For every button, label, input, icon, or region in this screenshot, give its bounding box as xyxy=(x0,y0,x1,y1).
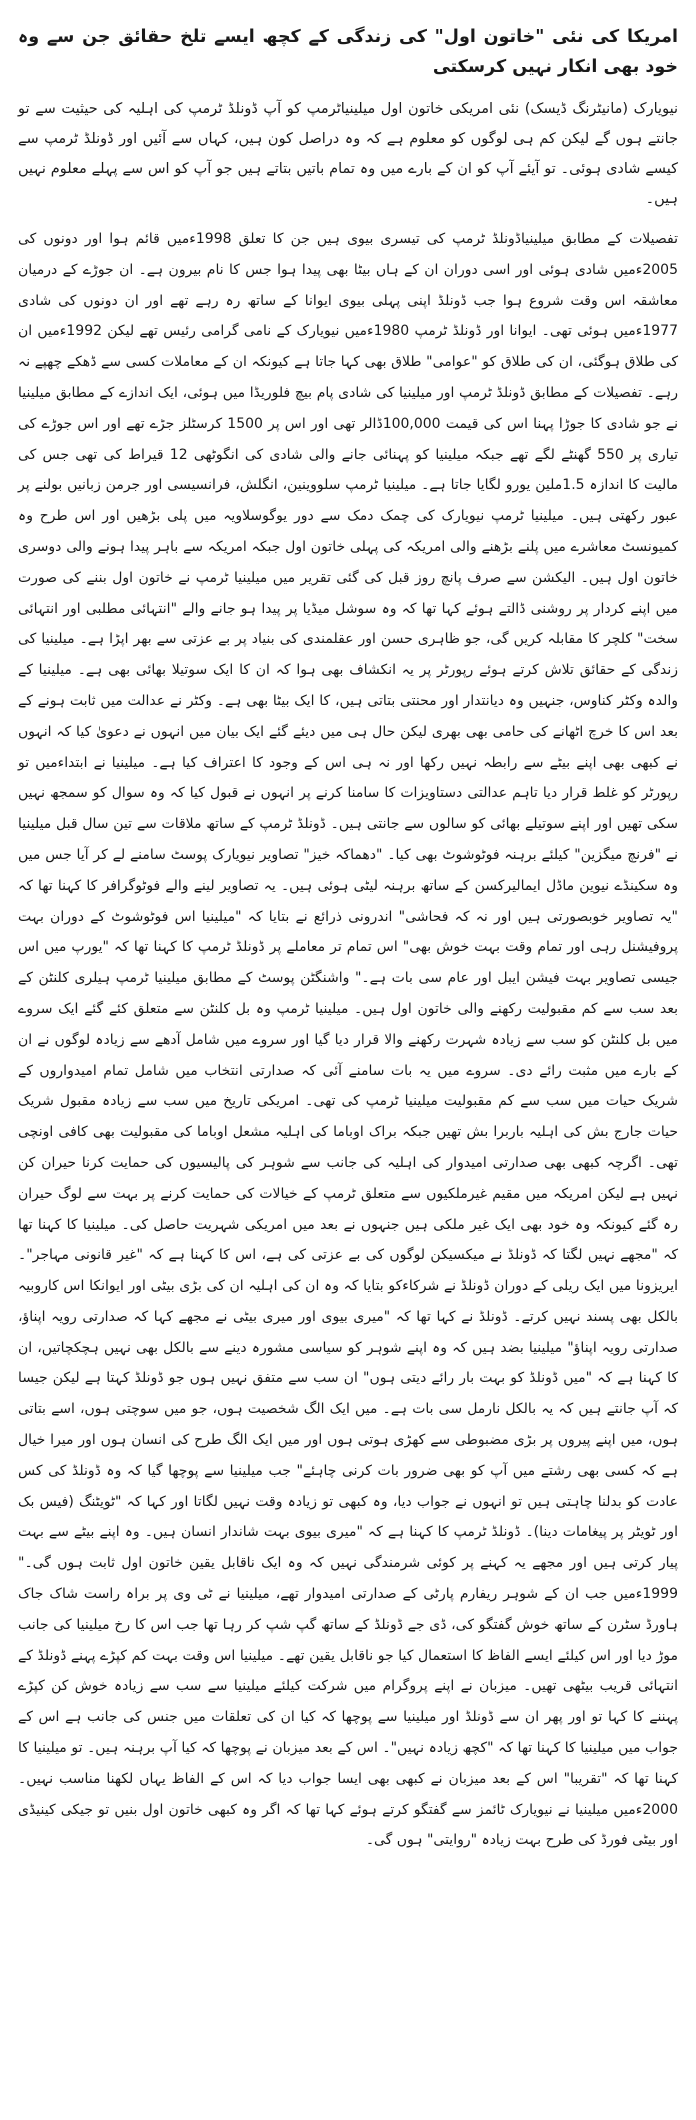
article-body: تفصیلات کے مطابق میلینیاڈونلڈ ٹرمپ کی تیسری بیوی ہیں جن کا تعلق 1998ءمیں قائم ہوا اور دونوں کی 2005ءمیں شادی ہوئی اور اسی دوران ان کے ہاں بیٹا بھی پیدا ہوا جس کا نام بیرون ہے۔ ان جوڑے کے درمیان معاشقہ اس وقت شروع ہوا جب ڈونلڈ اپنی پہلی بیوی ایوانا کے ساتھ رہ رہے تھے اور ان دونوں کی شادی 1977ءمیں ہوئی تھی۔ ایوانا اور ڈونلڈ ٹرمپ 1980ءمیں نیویارک کے نامی گرامی رئیس تھے لیکن 1992ءمیں ان کی طلاق ہوگئی، ان کی طلاق کو "عوامی" طلاق بھی کہا جاتا ہے کیونکہ ان کے معاملات کسی سے ڈھکے چھپے نہ رہے۔ تفصیلات کے مطابق ڈونلڈ ٹرمپ اور میلینیا کی شادی پام بیچ فلوریڈا میں ہوئی، ایک اندازے کے مطابق میلینیا نے جو شادی کا جوڑا پہنا اس کی قیمت 100,000ڈالر تھی اور اس پر 1500 کرسٹلز جڑے تھے اور اس جوڑے کی تیاری پر 550 گھنٹے لگے تھے جبکہ میلینیا کو پہنائی جانے والی شادی کی انگوٹھی 12 قیراط کی تھی جس کی مالیت کا اندازہ 1.5ملین یورو لگایا جاتا ہے۔ میلینیا ٹرمپ سلووینین، انگلش، فرانسیسی اور جرمن زبانیں بولنے پر عبور رکھتی ہیں۔ میلینیا ٹرمپ نیویارک کی چمک دمک سے دور یوگوسلاویہ میں پلی بڑھیں اور اس طرح وہ کمیونسٹ معاشرے میں پلنے بڑھنے والی امریکہ کی پہلی خاتون اول جبکہ امریکہ سے باہر پیدا ہونے والی دوسری خاتون اول ہیں۔ الیکشن سے صرف پانچ روز قبل کی گئی تقریر میں میلینیا ٹرمپ نے خاتون اول بننے کی صورت میں اپنے کردار پر روشنی ڈالتے ہوئے کہا تھا کہ وہ سوشل میڈیا پر پیدا ہو جانے والے "انتہائی مطلبی اور انتہائی سخت" کلچر کا مقابلہ کریں گی، جو ظاہری حسن اور عقلمندی کی بنیاد پر بے عزتی سے بھر اپڑا ہے۔ میلینیا کی زندگی کے حقائق تلاش کرتے ہوئے رپورٹر پر یہ انکشاف بھی ہوا کہ ان کا ایک سوتیلا بھائی بھی ہے۔ میلینیا کے والدہ وکٹر کناوس، جنہیں وہ دیانتدار اور محنتی بتاتی ہیں، کا ایک بیٹا بھی ہے۔ وکٹر نے عدالت میں ثابت ہونے کے بعد اس کا خرچ اٹھانے کی حامی بھی بھری لیکن حال ہی میں دیئے گئے ایک بیان میں انہوں نے دعویٰ کیا کہ انہوں نے کبھی بھی اپنے بیٹے سے رابطہ نہیں رکھا اور نہ ہی اس کے وجود کا اعتراف کیا ہے۔ میلینیا نے ابتداءمیں تو رپورٹر کو غلط قرار دیا تاہم عدالتی دستاویزات کا سامنا کرنے پر انہوں نے قبول کیا کہ وہ سوال کو سمجھ نہیں سکی تھیں اور اپنے سوتیلے بھائی کو سالوں سے جانتی ہیں۔ ڈونلڈ ٹرمپ کے ساتھ ملاقات سے تین سال قبل میلینیا نے "فرنچ میگزین" کیلئے برہنہ فوٹوشوٹ بھی کیا۔ "دھماکہ خیز" تصاویر نیویارک پوسٹ سامنے لے کر آیا جس میں وہ سکینڈے نیوین ماڈل ایمالیرکسن کے ساتھ برہنہ لیٹی ہوئی ہیں۔ یہ تصاویر لینے والے فوٹوگرافر کا کہنا تھا کہ "یہ تصاویر خوبصورتی ہیں اور نہ کہ فحاشی" اندرونی ذرائع نے بتایا کہ "میلینیا اس فوٹوشوٹ کے دوران بہت پروفیشنل رہی اور تمام وقت بہت خوش بھی" اس تمام تر معاملے پر ڈونلڈ ٹرمپ کا کہنا تھا کہ "یورپ میں اس جیسی تصاویر بہت فیشن ایبل اور عام سی بات ہے۔" واشنگٹن پوسٹ کے مطابق میلینیا ٹرمپ ہیلری کلنٹن کے بعد سب سے کم مقبولیت رکھنے والی خاتون اول ہیں۔ میلینیا ٹرمپ وہ بل کلنٹن سے متعلق کئے گئے ایک سروے میں بل کلنٹن کو سب سے زیادہ شہرت رکھنے والا قرار دیا گیا اور سروے میں شامل آدھے سے زیادہ لوگوں نے ان کے بارے میں مثبت رائے دی۔ سروے میں یہ بات سامنے آئی کہ صدارتی انتخاب میں شامل تمام امیدواروں کے شریک حیات میں سب سے کم مقبولیت میلینیا ٹرمپ کی تھی۔ امریکی تاریخ میں سب سے زیادہ مقبول شریک حیات جارج بش کی اہلیہ باربرا بش تھیں جبکہ براک اوباما کی اہلیہ مشعل اوباما کی مقبولیت بھی کافی اونچی تھی۔ اگرچہ کبھی بھی صدارتی امیدوار کی اہلیہ کی جانب سے شوہر کی پالیسیوں کی حمایت کرنا حیران کن نہیں ہے لیکن امریکہ میں مقیم غیرملکیوں سے متعلق ٹرمپ کے خیالات کی حمایت کرنے پر بہت سے لوگ حیران رہ گئے کیونکہ وہ خود بھی ایک غیر ملکی ہیں جنہوں نے بعد میں امریکی شہریت حاصل کی۔ میلینیا کا کہنا تھا کہ "مجھے نہیں لگتا کہ ڈونلڈ نے میکسیکن لوگوں کی بے عزتی کی ہے، اس کا کہنا ہے کہ "غیر قانونی مہاجر"۔ ایریزونا میں ایک ریلی کے دوران ڈونلڈ نے شرکاءکو بتایا کہ وہ ان کی اہلیہ ان کی بڑی بیٹی اور ایوانکا اس کاروبیہ بالکل بھی پسند نہیں کرتے۔ ڈونلڈ نے کہا تھا کہ "میری بیوی اور میری بیٹی نے مجھے کہا کہ صدارتی رویہ اپناؤ، صدارتی رویہ اپناؤ" میلینیا بضد ہیں کہ وہ اپنے شوہر کو سیاسی مشورہ دینے سے بالکل بھی نہیں ہچکچاتیں، ان کا کہنا ہے کہ "میں ڈونلڈ کو بہت بار رائے دیتی ہوں" ان سب سے متفق نہیں ہوں جو ڈونلڈ کہتا ہے لیکن جیسا کہ آپ جانتے ہیں کہ یہ بالکل نارمل سی بات ہے۔ میں ایک الگ شخصیت ہوں، جو میں سوچتی ہوں، اسے بتاتی ہوں، میں اپنے پیروں پر بڑی مضبوطی سے کھڑی ہوتی ہوں اور میں ایک الگ طرح کی انسان ہوں اور میرا خیال ہے کہ کسی بھی رشتے میں آپ کو بھی ضرور بات کرنی چاہئے" جب میلینیا سے پوچھا گیا کہ وہ ڈونلڈ کی کس عادت کو بدلنا چاہتی ہیں تو انہوں نے جواب دیا، وہ کبھی تو زیادہ وقت نہیں لگاتا اور کہا کہ "ٹویٹنگ (فیس بک اور ٹویٹر پر پیغامات دینا)۔ ڈونلڈ ٹرمپ کا کہنا ہے کہ "میری بیوی بہت شاندار انسان ہیں۔ وہ اپنے بیٹے سے بہت پیار کرتی ہیں اور مجھے یہ کہنے پر کوئی شرمندگی نہیں کہ وہ ایک ناقابل یقین خاتون اول ثابت ہوں گی۔" 1999ءمیں جب ان کے شوہر ریفارم پارٹی کے صدارتی امیدوار تھے، میلینیا نے ٹی وی پر براہ راست شاک جاک ہاورڈ سٹرن کے ساتھ خوش گفتگو کی، ڈی جے ڈونلڈ کے ساتھ گپ شپ کر رہا تھا جب اس کا رخ میلینیا کی جانب موڑ دیا اور اس کیلئے ایسے الفاظ کا استعمال کیا جو ناقابل یقین تھے۔ میلینیا اس وقت بہت کم کپڑے پہنے ڈونلڈ کے انتہائی قریب بیٹھی تھیں۔ میزبان نے اپنے پروگرام میں شرکت کیلئے میلینیا سے سب سے زیادہ خوش کن کپڑے پہننے کا کہا تو اور پھر ان سے ڈونلڈ اور میلینیا سے پوچھا کہ کیا ان کی تعلقات میں جنس کی جانب ہے اس کے جواب میں میلینیا کا کہنا تھا کہ "کچھ زیادہ نہیں"۔ اس کے بعد میزبان نے پوچھا کہ کیا آپ برہنہ ہیں۔ تو میلینیا کا کہنا تھا کہ "تقریبا" اس کے بعد میزبان نے کبھی بھی ایسا جواب دیا کہ اس کے الفاظ یہاں لکھنا مناسب نہیں۔ 2000ءمیں میلینیا نے نیویارک ٹائمز سے گفتگو کرتے ہوئے کہا تھا کہ اگر وہ کبھی خاتون اول بنیں تو جیکی کینیڈی اور بیٹی فورڈ کی طرح بہت زیادہ "روایتی" ہوں گی۔ xyxy=(18,231,678,1849)
article-intro: نیویارک (مانیٹرنگ ڈیسک) نئی امریکی خاتون اول میلینیاٹرمپ کو آپ ڈونلڈ ٹرمپ کی اہلیہ کی حیثیت سے تو جانتے ہوں گے لیکن کم ہی لوگوں کو معلوم ہے کہ وہ دراصل کون ہیں، کہاں سے آئیں اور ڈونلڈ ٹرمپ سے کیسے شادی ہوئی۔ تو آیئے آپ کو ان کے بارے میں وہ تمام باتیں بتاتے ہیں جو آپ کو اس سے پہلے معلوم نہیں ہیں۔ xyxy=(18,101,678,207)
article-headline: امریکا کی نئی "خاتون اول" کی زندگی کے کچھ ایسے تلخ حقائق جن سے وہ خود بھی انکار نہیں کرسکتی xyxy=(18,27,678,77)
